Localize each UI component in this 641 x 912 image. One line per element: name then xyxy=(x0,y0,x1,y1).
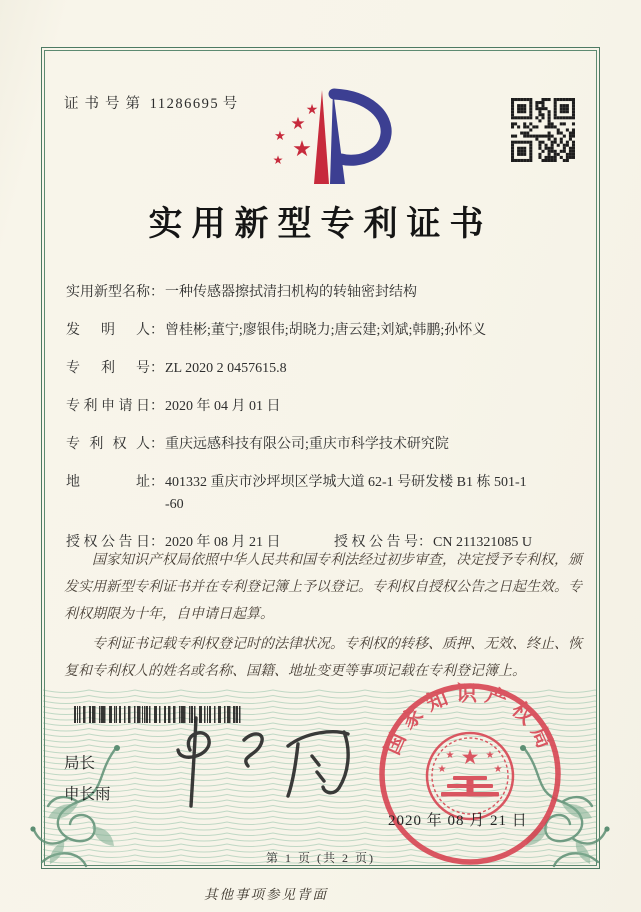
field-label: 专利号 xyxy=(66,361,150,376)
field-value: ZL 2020 2 0457615.8 xyxy=(165,361,287,376)
certificate-number-value: 11286695 xyxy=(149,96,220,112)
field-colon: ： xyxy=(150,475,164,490)
logo-star-icon: ★ xyxy=(292,137,312,162)
back-side-note: 其他事项参见背面 xyxy=(204,887,328,902)
certificate-number xyxy=(64,92,243,113)
director-handwritten-signature xyxy=(146,710,361,818)
director-block xyxy=(64,748,111,810)
cnipa-patent-logo-icon xyxy=(246,84,410,190)
certificate-fields xyxy=(66,282,583,570)
address-line-1: 401332 重庆市沙坪坝区学城大道 62-1 号研发楼 B1 栋 501-1 xyxy=(165,475,527,490)
seal-date: 2020 年 08 月 21 日 xyxy=(388,813,528,829)
address-line-2: -60 xyxy=(165,497,184,512)
field-value: 2020 年 08 月 21 日 xyxy=(165,535,281,550)
svg-text:★: ★ xyxy=(460,745,480,769)
field-colon: ： xyxy=(150,285,164,300)
field-value: CN 211321085 U xyxy=(433,535,533,550)
field-row-inventors xyxy=(66,320,583,342)
svg-text:★: ★ xyxy=(493,764,503,775)
seal-agency-text: 国家知识产权局 xyxy=(380,681,560,759)
certificate-number-prefix: 证书号第 xyxy=(64,96,146,112)
legal-text xyxy=(64,548,585,688)
national-emblem-icon xyxy=(427,733,513,819)
field-label: 发明人 xyxy=(66,323,150,338)
certificate-number-suffix: 号 xyxy=(222,96,244,112)
field-colon: ： xyxy=(150,535,164,550)
field-label: 专利权人 xyxy=(66,437,150,452)
svg-text:★: ★ xyxy=(437,764,447,775)
field-colon: ： xyxy=(418,535,432,550)
field-row-patent-number xyxy=(66,358,583,380)
certificate-title: 实用新型专利证书 xyxy=(148,206,493,243)
field-value: 曾桂彬;董宁;廖银伟;胡晓力;唐云建;刘斌;韩鹏;孙怀义 xyxy=(165,323,487,338)
field-value: 2020 年 04 月 01 日 xyxy=(165,399,281,414)
svg-text:★: ★ xyxy=(445,750,455,761)
field-row-address xyxy=(66,472,583,516)
field-row-patentee xyxy=(66,434,583,456)
qr-code xyxy=(511,98,575,162)
field-colon: ： xyxy=(150,323,164,338)
field-label: 专利申请日 xyxy=(66,399,150,414)
director-name: 申长雨 xyxy=(64,786,111,803)
field-label: 地址 xyxy=(66,475,150,490)
logo-star-icon: ★ xyxy=(274,129,286,144)
field-value: 一种传感器擦拭清扫机构的转轴密封结构 xyxy=(165,285,417,300)
director-title: 局长 xyxy=(64,755,96,772)
legal-paragraph-1: 国家知识产权局依照中华人民共和国专利法经过初步审查，决定授予专利权，颁发实用新型专利证书并在专利登记簿上予以登记。专利权自授权公告之日起生效。专利权期限为十年，自申请日起算。 xyxy=(64,553,582,622)
field-label: 实用新型名称 xyxy=(66,285,150,300)
field-colon: ： xyxy=(150,437,164,452)
field-colon: ： xyxy=(150,361,164,376)
svg-text:★: ★ xyxy=(485,750,495,761)
field-colon: ： xyxy=(150,399,164,414)
page-number: 第 1 页 (共 2 页) xyxy=(266,851,375,865)
field-value: 重庆远感科技有限公司;重庆市科学技术研究院 xyxy=(165,437,449,452)
field-label: 授权公告号 xyxy=(334,535,418,550)
logo-star-icon: ★ xyxy=(290,114,306,134)
field-value xyxy=(165,472,583,516)
field-row-utility-model-name xyxy=(66,282,583,304)
logo-star-icon: ★ xyxy=(305,102,319,118)
legal-paragraph-2: 专利证书记载专利权登记时的法律状况。专利权的转移、质押、无效、终止、恢复和专利权人的姓名或名称、国籍、地址变更等事项记载在专利登记簿上。 xyxy=(64,636,582,679)
cnipa-red-seal xyxy=(374,678,566,870)
logo-star-icon: ★ xyxy=(272,153,284,167)
field-label: 授权公告日 xyxy=(66,535,150,550)
field-row-filing-date xyxy=(66,396,583,418)
